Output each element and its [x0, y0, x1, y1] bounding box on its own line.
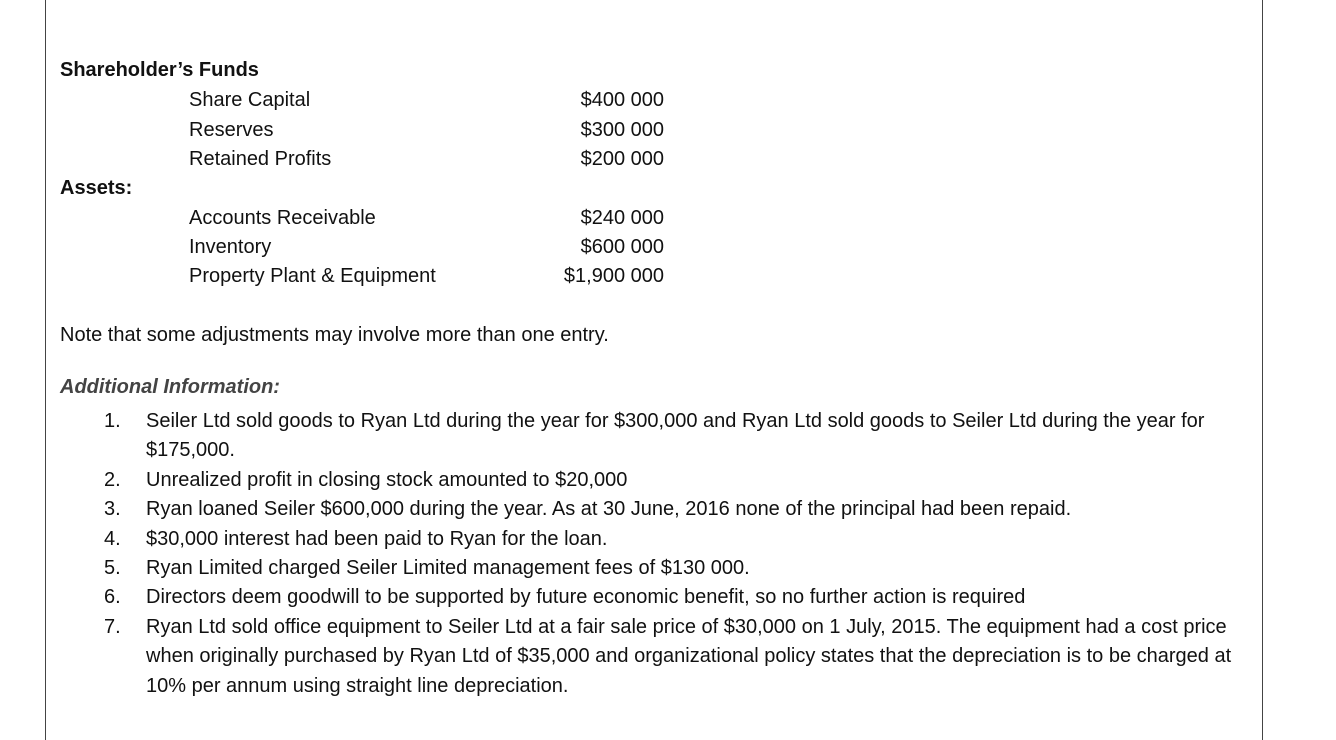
assets-row [0, 233, 700, 261]
list-item-number: 6. [104, 586, 121, 609]
list-item-text: Unrealized profit in closing stock amounted to $20,000 [146, 468, 628, 491]
list-item [0, 407, 1250, 466]
list-item [0, 583, 1250, 612]
list-item-text: $30,000 interest had been paid to Ryan for the loan. [146, 527, 608, 550]
list-item-number: 3. [104, 498, 121, 521]
shareholders-funds-row [0, 116, 700, 144]
row-label: Reserves [189, 119, 274, 141]
list-item-text: Seiler Ltd sold goods to Ryan Ltd during the year for $300,000 and Ryan Ltd sold goods to Seiler Ltd during the year for $175,000. [146, 410, 1205, 462]
list-item-number: 2. [104, 468, 121, 491]
list-item [0, 613, 1250, 701]
list-item [0, 495, 1250, 524]
row-label: Accounts Receivable [189, 207, 376, 229]
shareholders-funds-row [0, 86, 700, 114]
list-item-text: Ryan Limited charged Seiler Limited management fees of $130 000. [146, 557, 750, 580]
additional-information-list [0, 407, 1250, 701]
row-label: Share Capital [189, 89, 311, 111]
row-amount: $400 000 [580, 89, 664, 111]
row-amount: $240 000 [580, 207, 664, 229]
list-item-text: Ryan loaned Seiler $600,000 during the year. As at 30 June, 2016 none of the principal had been repaid. [146, 498, 1072, 521]
assets-row [0, 204, 700, 232]
row-amount: $1,900 000 [563, 265, 664, 287]
list-item-text: Directors deem goodwill to be supported by future economic benefit, so no further action is required [146, 586, 1026, 609]
list-item [0, 525, 1250, 554]
row-amount: $300 000 [580, 119, 664, 141]
row-amount: $200 000 [580, 148, 664, 170]
additional-information-title: Additional Information: [60, 376, 280, 398]
row-amount: $600 000 [580, 236, 664, 258]
list-item [0, 466, 1250, 495]
row-label: Retained Profits [189, 148, 332, 170]
list-item-text: Ryan Ltd sold office equipment to Seiler Ltd at a fair sale price of $30,000 on 1 July, 2015. The equipment had a cost price when originally purchased by Ryan Ltd of $35,000 and organizational policy states that the depreciation is to be charged at 10% per annum using straight line depreciation. [146, 615, 1232, 697]
list-item-number: 1. [104, 410, 121, 432]
assets-heading: Assets: [60, 177, 133, 199]
list-item-number: 7. [104, 615, 121, 638]
shareholders-funds-heading: Shareholder’s Funds [60, 59, 259, 81]
row-label: Property Plant & Equipment [189, 265, 436, 287]
list-item [0, 554, 1250, 583]
list-item-number: 4. [104, 527, 121, 550]
shareholders-funds-row [0, 145, 700, 173]
row-label: Inventory [189, 236, 272, 258]
list-item-number: 5. [104, 557, 121, 580]
assets-row [0, 262, 700, 290]
adjustments-note: Note that some adjustments may involve more than one entry. [60, 324, 609, 346]
